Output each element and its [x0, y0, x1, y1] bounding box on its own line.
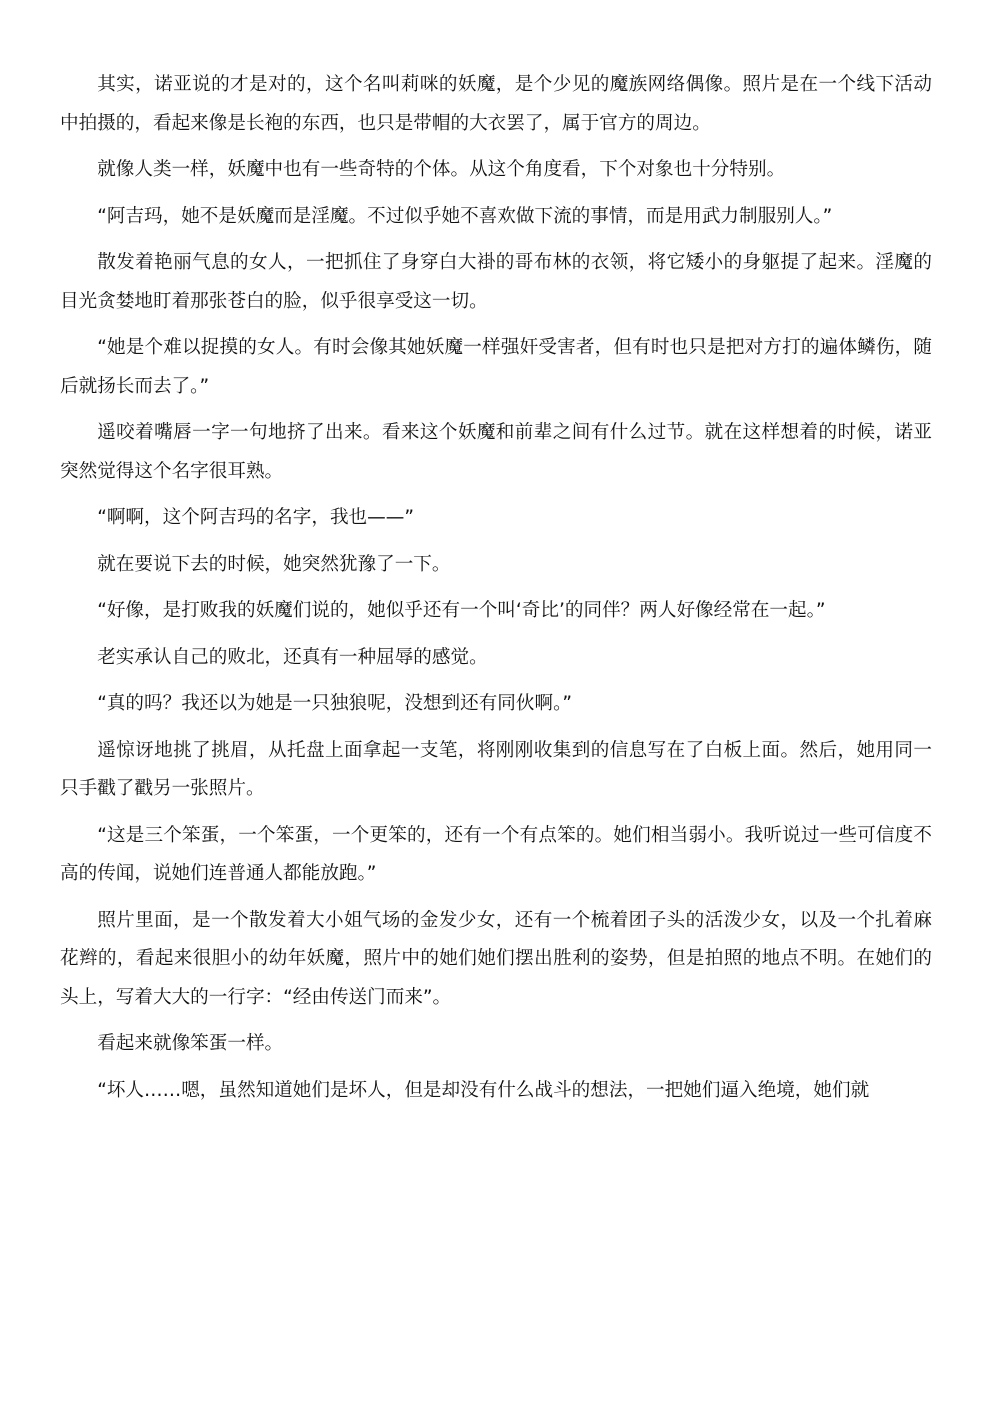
- paragraph: “阿吉玛，她不是妖魔而是淫魔。不过似乎她不喜欢做下流的事情，而是用武力制服别人。”: [97, 205, 833, 227]
- document-text-body: [60, 66, 932, 1118]
- paragraph: 就像人类一样，妖魔中也有一些奇特的个体。从这个角度看，下个对象也十分特别。: [97, 159, 786, 180]
- paragraph: “这是三个笨蛋，一个笨蛋，一个更笨的，还有一个有点笨的。她们相当弱小。我听说过一些可信度不高的传闻，说她们连普通人都能放跑。”: [60, 824, 932, 884]
- paragraph: “啊啊，这个阿吉玛的名字，我也——”: [97, 507, 414, 528]
- paragraph: “好像，是打败我的妖魔们说的，她似乎还有一个叫‘奇比’的同伴？两人好像经常在一起。”: [97, 600, 826, 621]
- paragraph: 其实，诺亚说的才是对的，这个名叫莉咪的妖魔，是个少见的魔族网络偶像。照片是在一个线下活动中拍摄的，看起来像是长袍的东西，也只是带帽的大衣罢了，属于官方的周边。: [60, 74, 932, 134]
- paragraph: 就在要说下去的时候，她突然犹豫了一下。: [97, 553, 451, 575]
- paragraph: 遥惊讶地挑了挑眉，从托盘上面拿起一支笔，将刚刚收集到的信息写在了白板上面。然后，她用同一只手戳了戳另一张照片。: [60, 739, 932, 799]
- paragraph: 散发着艳丽气息的女人，一把抓住了身穿白大褂的哥布林的衣领，将它矮小的身躯提了起来。淫魔的目光贪婪地盯着那张苍白的脸，似乎很享受这一切。: [60, 252, 932, 312]
- paragraph: “坏人……嗯，虽然知道她们是坏人，但是却没有什么战斗的想法，一把她们逼入绝境，她们就: [97, 1079, 870, 1101]
- paragraph: 老实承认自己的败北，还真有一种屈辱的感觉。: [97, 646, 488, 668]
- paragraph: 照片里面，是一个散发着大小姐气场的金发少女，还有一个梳着团子头的活泼少女，以及一个扎着麻花辫的，看起来很胆小的幼年妖魔，照片中的她们她们摆出胜利的姿势，但是拍照的地点不明。在她们的头上，写着大大的一行字：“经由传送门而来”。: [60, 909, 932, 1008]
- paragraph: 看起来就像笨蛋一样。: [97, 1033, 284, 1054]
- paragraph: “她是个难以捉摸的女人。有时会像其她妖魔一样强奸受害者，但有时也只是把对方打的遍体鳞伤，随后就扬长而去了。”: [60, 337, 932, 397]
- paragraph: 遥咬着嘴唇一字一句地挤了出来。看来这个妖魔和前辈之间有什么过节。就在这样想着的时候，诺亚突然觉得这个名字很耳熟。: [60, 422, 932, 482]
- paragraph: “真的吗？我还以为她是一只独狼呢，没想到还有同伙啊。”: [97, 693, 572, 714]
